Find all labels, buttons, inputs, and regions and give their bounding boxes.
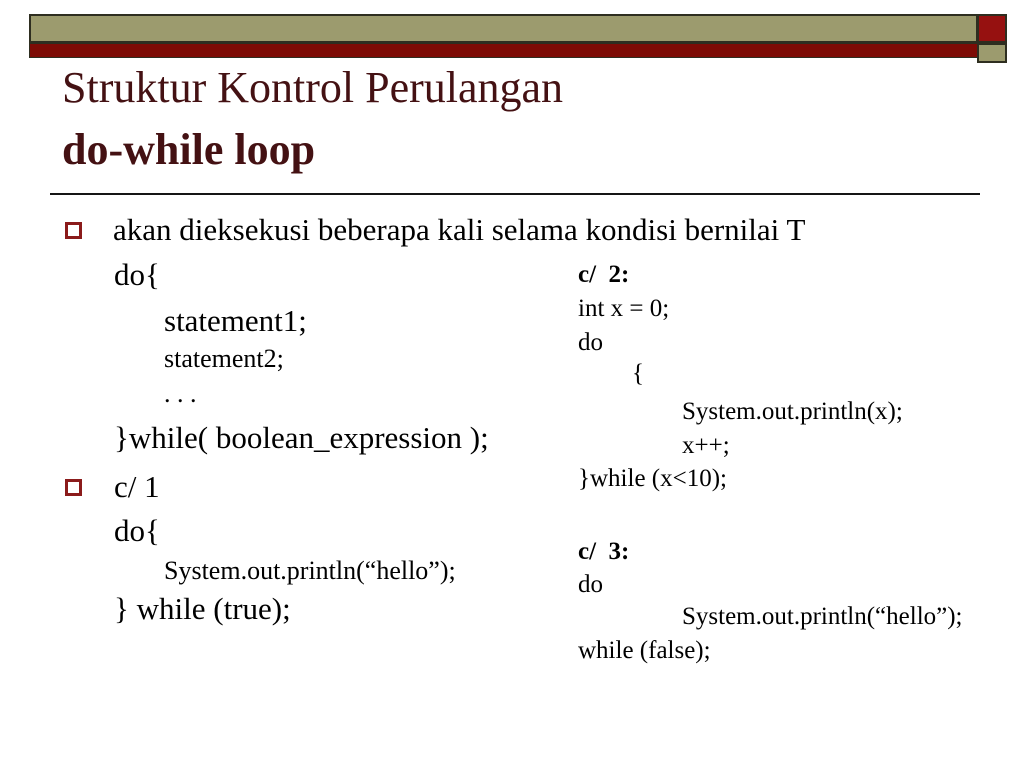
example-label: c/ 3: (578, 538, 630, 565)
code-line: x++; (682, 432, 730, 459)
header-olive-square (977, 43, 1007, 63)
example-label: c/ 2: (578, 261, 630, 288)
code-line: do (578, 571, 603, 598)
code-line: do{ (114, 513, 160, 548)
code-line: statement1; (164, 303, 307, 338)
bullet-text: akan dieksekusi beberapa kali selama kondisi bernilai T (113, 212, 806, 247)
code-line: { (632, 360, 644, 387)
slide-subtitle: do-while loop (62, 125, 316, 174)
code-line: do{ (114, 257, 160, 292)
code-line: } while (true); (114, 591, 291, 626)
title-divider-line (50, 193, 980, 195)
code-line: System.out.println(“hello”); (164, 556, 456, 585)
bullet-text: c/ 1 (114, 469, 160, 504)
code-line: statement2; (164, 344, 284, 373)
bullet-square-icon (65, 222, 82, 239)
slide-title: Struktur Kontrol Perulangan (62, 63, 564, 112)
code-line: System.out.println(“hello”); (682, 603, 963, 630)
code-line: }while (x<10); (578, 465, 727, 492)
header-red-square (977, 14, 1007, 43)
code-line: . . . (164, 379, 197, 408)
code-line: }while( boolean_expression ); (114, 420, 489, 455)
code-line: do (578, 329, 603, 356)
bullet-square-icon (65, 479, 82, 496)
header-red-bar (29, 43, 978, 58)
header-olive-bar (29, 14, 978, 43)
code-line: int x = 0; (578, 295, 670, 322)
code-line: System.out.println(x); (682, 398, 903, 425)
code-line: while (false); (578, 637, 711, 664)
